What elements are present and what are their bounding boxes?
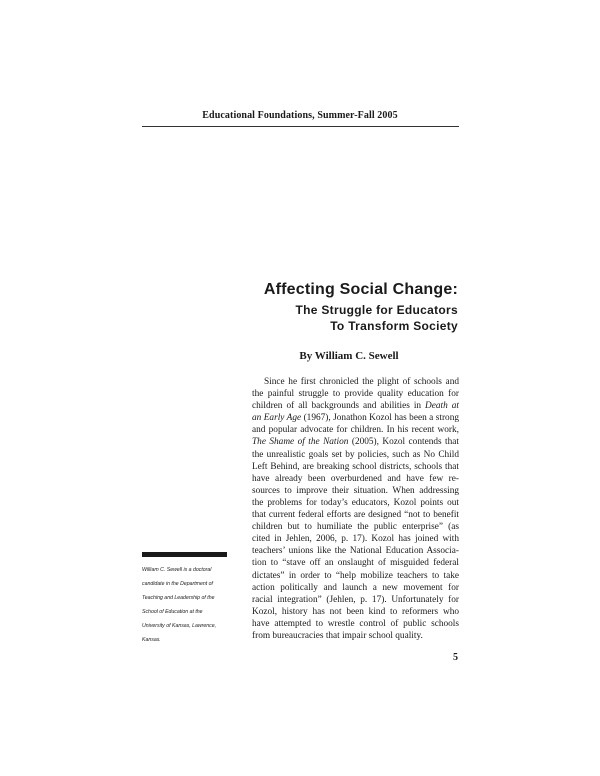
body-line: the painful struggle to provide quality education for — [252, 389, 459, 400]
body-line: Kozol, history has not been kind to reformers who — [252, 606, 459, 617]
body-line: Since he first chronicled the plight of schools and — [264, 377, 459, 387]
cited-title: The Shame of the Nation — [252, 437, 349, 448]
footnote-line: Teaching and Leadership of the — [142, 595, 215, 601]
body-line: cited in Jehlen, 2006, p. 17). Kozol has joined with — [252, 534, 459, 545]
subtitle-line: To Transform Society — [330, 319, 458, 333]
article-subtitle — [200, 302, 458, 334]
author-byline: By William C. Sewell — [299, 350, 399, 362]
body-line: children but to humiliate the public enterprise” (as — [252, 522, 459, 533]
body-line: teachers’ unions like the National Education Associa- — [252, 546, 459, 557]
body-line: that current federal efforts are designed “not to benefit — [252, 510, 459, 521]
body-line: the unrealistic goals set by policies, such as No Child — [252, 449, 459, 460]
body-line: Left Behind, are breaking school districts, schools that — [252, 461, 459, 472]
body-line: dictates” in order to “help mobilize teachers to take — [252, 570, 459, 581]
body-line: action politically and launch a new movement for — [252, 582, 459, 593]
body-line: have already been overburdened and have few re- — [252, 473, 459, 484]
footnote-line: candidate in the Department of — [142, 581, 213, 587]
footnote-line: University of Kansas, Lawrence, — [142, 623, 217, 629]
footnote-rule — [142, 552, 227, 557]
page-number: 5 — [453, 652, 458, 663]
footnote-line: Kansas. — [142, 637, 161, 643]
subtitle-line: The Struggle for Educators — [295, 303, 458, 317]
body-paragraph — [252, 376, 459, 642]
body-line: an Early Age (1967), Jonathon Kozol has been a strong — [252, 413, 459, 424]
body-line: the problems for today’s educators, Kozol points out — [252, 497, 459, 508]
body-line: and popular advocate for children. In his recent work, — [252, 425, 459, 436]
running-head: Educational Foundations, Summer-Fall 2005 — [202, 110, 398, 121]
body-line: from bureaucracies that impair school quality. — [252, 630, 423, 641]
body-line: sources to improve their situation. When addressing — [252, 485, 459, 496]
article-title: Affecting Social Change: — [263, 281, 458, 298]
body-line: tion to “stave off an onslaught of misguided federal — [252, 558, 459, 569]
cited-title: Death at — [425, 401, 459, 412]
body-line: racial integration” (Jehlen, p. 17). Unfortunately for — [252, 594, 459, 605]
body-line: children of all backgrounds and abilities in Death at — [252, 401, 459, 412]
body-line: The Shame of the Nation (2005), Kozol contends that — [252, 437, 459, 448]
cited-title: an Early Age — [252, 413, 302, 424]
footnote-line: School of Education at the — [142, 609, 203, 615]
header-rule — [142, 126, 459, 127]
author-note — [142, 563, 237, 647]
footnote-line: William C. Sewell is a doctoral — [142, 567, 212, 573]
body-line: have attempted to wrestle control of public schools — [252, 618, 459, 629]
